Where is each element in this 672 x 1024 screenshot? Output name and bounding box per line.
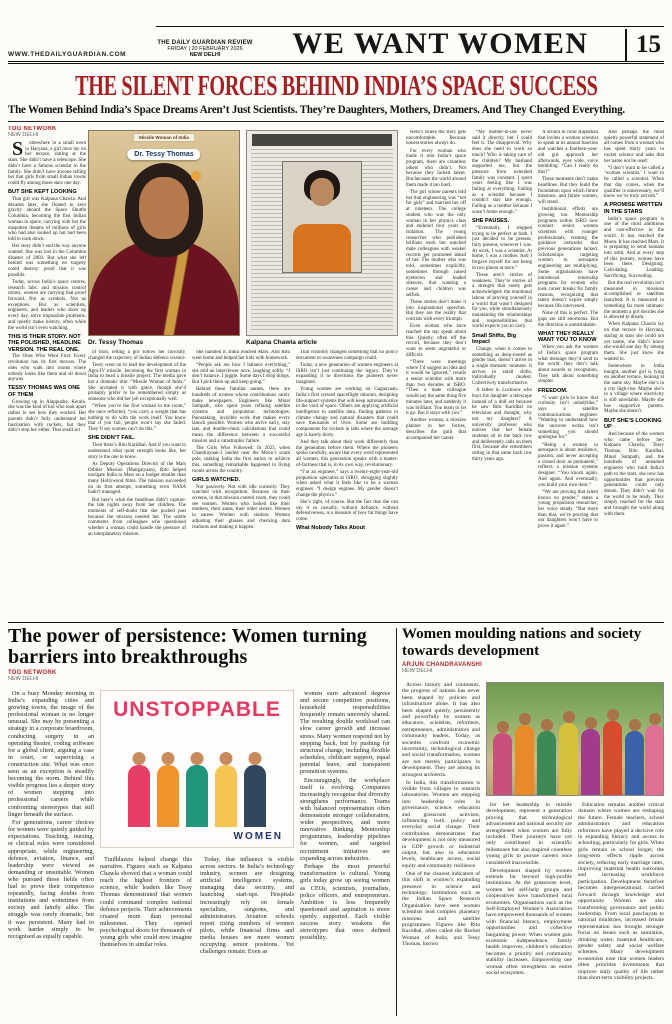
article-paragraph: Institutional efforts are growing too. Mentorship programs within ISRO now connect senior women scientists with younger professionals, creating the guidance networks that previous generations lacked. Scholarships targeting women in aerospace engineering are multiplying. Some organisations have introduced returnship programs for women who took career breaks for family reasons, recognizing that talent doesn’t expire simply because life intervened. xyxy=(538,207,598,310)
section-subhead: What Nobody Talks About xyxy=(296,525,365,532)
article-paragraph: When you ask the women of India’s space program what message they’d send to the world, they don’t talk about awards or recognition. They talk about something simpler. xyxy=(538,345,598,385)
article-paragraph: Today, across India’s space centres, research labs, and mission control rooms, women are carrying that proof forward. Not as symbols. Not as exceptions. But as scientists, engineers, and leaders who show up every day, solve impossible problems, and quietly make history, often while the world isn’t even watching. xyxy=(8,279,86,331)
article-paragraph: On a busy Monday morning in India’s expanding cities and growing towns, the image of the professional woman is no longer unusual. She may be presenting a strategy in a corporate boardroom, conducting surgery in an operating theatre, coding software for a global client, arguing a case in court, or supervising a construction site. What was once seen as an exception is steadily becoming the norm. Behind this visible progress lies a deeper story of women stepping into professional careers while confronting stereotypes that still linger beneath the surface. xyxy=(8,690,94,818)
page-number: 15 xyxy=(625,29,664,61)
headline-rule xyxy=(8,121,664,122)
article-divider-rule xyxy=(396,628,397,1016)
section-subhead: GIRLS WATCHED. xyxy=(192,476,241,483)
woman-figure-shape xyxy=(128,765,150,827)
issue-date: FRIDAY | 20 FEBRUARY 2026 xyxy=(167,46,243,52)
women-group-photo xyxy=(486,682,664,796)
woman-figure-shape xyxy=(157,765,179,827)
article-paragraph: Encouragingly, the workplace itself is evolving. Companies increasingly recognise that diversity strengthens performance. Teams with balanced representation often demonstrate stronger collaboration, wider perspectives, and more innovative thinking. Mentorship programmes, leadership pipelines for women, and targeted recruitment initiatives are expanding across industries. xyxy=(300,776,390,862)
article-paragraph: Somewhere in India tonight, another girl is lying on another terrace, looking at the same sky. Maybe she’s in a city high-rise. Maybe she’s in a village where electricity is still unreliable. Maybe she has supportive parents. Maybe she doesn’t. xyxy=(604,363,664,415)
article-paragraph: For every woman who made it into India’s space program, there are countless others who didn’t. Not because they lacked talent. But because the world around them made it too hard. xyxy=(406,148,466,188)
unstoppable-women-illustration xyxy=(100,690,294,848)
astronaut-suit-shape xyxy=(293,224,351,272)
article-paragraph: She handled it. India reached Mars. And Ritu went home and helped her kids with homework. xyxy=(192,350,290,361)
woman-figure-shape xyxy=(515,725,534,795)
woman-figure-shape xyxy=(625,731,644,795)
article-paragraph: “People ask me how I balance everything,” she told an interviewer once, laughing softly. “I don’t balance. I juggle. Some days I drop things. But I pick them up and keep going.” xyxy=(192,362,290,386)
photo-caption-tessy: Dr. Tessy Thomas xyxy=(88,339,144,346)
article-paragraph: Change, when it comes to something as deep-rooted as gender bias, doesn’t arrive in a single dramatic moment. It arrives in small shifts, individually modest. Collectively transformative. xyxy=(472,346,532,387)
article-paragraph: A school in rural Rajasthan that invites a woman scientist to speak at its annual function and watches a fourteen-year-old girl approach her afterwards, eyes wide, voice trembling: “Can I really do this?” xyxy=(538,130,598,175)
byline-city: NEW DELHI xyxy=(8,132,39,138)
section-subhead: A PROMISE WRITTEN IN THE STARS xyxy=(604,202,663,215)
section-subhead: SHE PAUSES. xyxy=(472,218,510,225)
woman-figure-shape xyxy=(645,725,664,795)
website-url: WWW.THEDAILYGUARDIAN.COM xyxy=(8,51,127,58)
woman-figure-shape xyxy=(559,723,578,795)
article-paragraph: That girl was Kalpana Chawla. And decades later, she floated in zero gravity aboard the Space Shuttle Columbia, becoming the first Indian woman in space, carrying with her the unspoken dreams of millions of girls who had also looked up but had been told to look down. xyxy=(8,197,86,242)
photo-name-label: Dr. Tessy Thomas xyxy=(127,149,200,160)
article-paragraph: Somewhere in a small town in Haryana, a girl once lay on her terrace, staring at the stars. She didn’t have a telescope. She didn’t have a famous scientist in the family. She didn’t have anyone telling her that girls from small Indian towns could fly among those stars one day. xyxy=(8,138,86,186)
clipping-headline-strip xyxy=(252,134,392,146)
section-subhead: SHE DIDN’T FAIL. xyxy=(88,435,135,442)
article-paragraph: Even women who have reached the top speak about this. Quietly, often off the record, because they don’t want to seem ungrateful or difficult. xyxy=(406,324,466,358)
byline-city: NEW DELHI xyxy=(8,676,39,682)
article-paragraph: The Girls Who Followed: In 2023, when Chandrayaan-3 landed near the Moon’s south pole, making India the first nation to achieve this, something remarkable happened in living rooms across the country. xyxy=(192,445,290,474)
article-paragraph: Trailblazers helped change this narrative. Figures such as Kalpana Chawla showed that a woman could reach the highest frontiers of science, while leaders like Tessy Thomas demonstrated that women could command complex national defence projects. Their achievements created more than personal milestones. They opened psychological doors for thousands of young girls who could now imagine themselves in similar roles. xyxy=(100,856,192,949)
article-paragraph: Another woman, a mission planner in her forties, describes the guilt that accompanied her career. xyxy=(406,418,466,441)
article-paragraph: India’s space program is one of the most ambitious and cost-effective in the world. It has reached the Moon. It has reached Mars. It is preparing to send humans into orbit. And at every step of this journey, women have been there. Designing. Calculating. Leading. Sacrificing. Succeeding. xyxy=(604,216,664,279)
photo-badge-label: Missile Woman of India xyxy=(133,133,195,142)
article-paragraph: Behind these familiar names, there are hundreds of women whose contributions rarely make newspapers. Engineers like Minal Sampath, who spent years refining satellite systems and propulsion technologies. Painstaking, invisible work that makes every launch possible. Women who arrive early, stay late, and double-check calculations that could mean the difference between a successful mission and a catastrophic failure. xyxy=(192,387,290,444)
article-paragraph: These moments don’t make headlines. But they build the foundation upon which future missions, and future women, will stand. xyxy=(538,177,598,205)
article-paragraph: As Deputy Operations Director of the Mars Orbiter Mission (Mangalyaan), Ritu helped navigate India to Mars on a budget smaller than many Hollywood films. The mission succeeded on its first attempt, something even NASA hadn’t managed. xyxy=(88,461,186,496)
article-paragraph: Growing up in Alappuzha, Kerala, she was the kind of kid who took apart radios to see how they worked. Her parents didn’t fully understand her fascination with rockets, but they didn’t stop her either. That small act xyxy=(8,399,86,434)
byline xyxy=(8,126,86,138)
city-name: NEW DELHI xyxy=(189,52,221,58)
section-subhead: BUT SHE’S LOOKING UP xyxy=(604,417,662,431)
article-paragraph: Here’s where the story gets uncomfortable. Because honest stories always do. xyxy=(406,130,466,147)
article-column-5 xyxy=(406,130,466,618)
woman-figure-shape xyxy=(603,721,622,795)
article-column-4 xyxy=(296,350,398,618)
article-paragraph: “When you’re the first woman in the room,” she once reflected, “you carry a weight that has nothing to do with the work itself. You know that if you fail, people won’t say she failed. They’ll say women can’t do this.” xyxy=(88,404,186,433)
article-paragraph: Young women are working on Gaganyaan, India’s first crewed spaceflight mission, designing life-support systems that will keep astronauts alive in the void of space. Others are applying artificial intelligence to satellite data, finding patterns in climate change and natural disasters that could save thousands of lives. Some are building components for rockets in labs where the average age is barely thirty. xyxy=(296,387,398,438)
article-paragraph: But here’s what the headlines didn’t capture: the late nights away from her children. The moments of self-doubt that she pushed past because the mission needed her. The subtle comments from colleagues who questioned whether a woman could handle the pressure of an interplanetary mission. xyxy=(88,497,186,537)
hair-flower-shape xyxy=(191,171,201,181)
article-paragraph: And because of the women who came before her, Kalpana Chawla, Tessy Thomas, Ritu Karidhal, Minal Sampath, and the hundreds of unnamed engineers who built India’s path to the stars, she now has opportunities that previous generations could only dream. They didn’t wait for the world to be ready. They simply reached for the stars and brought the world along with them. xyxy=(604,431,664,517)
article-paragraph: Today, a new generation of women engineers at ISRO isn’t just continuing the legacy. They’re expanding it to directions the pioneers never imagined. xyxy=(296,362,398,386)
persistence-column-1 xyxy=(8,690,94,1016)
woman-figure-shape xyxy=(186,765,208,827)
article-paragraph: The Ones Who Went First: Every revolution has its first movers. The ones who walk into rooms where nobody looks like them and sit down anyway. xyxy=(8,354,86,383)
moulding-column-3 xyxy=(578,802,664,1016)
tessy-thomas-photo xyxy=(88,130,240,336)
section-subhead: WHAT THEY REALLY WANT YOU TO KNOW xyxy=(538,330,597,344)
section-subhead: BUT SHE KEPT LOOKING xyxy=(8,189,77,196)
article-paragraph: That visibility changed something that no policy document or awareness campaign could. xyxy=(296,350,398,361)
article-paragraph: In India, this transformation is visible from villages to research laboratories. Women are stepping into leadership roles in governance, science, education and grassroots activism, influencing both policy and everyday social change. Their contribution demonstrates that development is not only measured in GDP growth or industrial output, but also in education levels, healthcare access, social equity and community resilience. xyxy=(402,779,480,869)
article-paragraph: None of this is perfect. The gaps are still enormous. But the direction is unmistakable. xyxy=(538,311,598,328)
article-paragraph: Then there’s Ritu Karidhal. And if you want to understand what quiet strength looks like, her story is the one to know. xyxy=(88,443,186,460)
dateline xyxy=(156,38,260,61)
article-column-7 xyxy=(538,130,598,618)
article-paragraph: Education remains another critical domain where women are reshaping the future. Female teachers, school administrators and education reformers have played a decisive role in expanding literacy and access to schooling, particularly for girls. When girls remain in school longer, the long-term effects ripple across society, reducing early marriage rates, improving maternal health outcomes and increasing workforce participation. Development therefore becomes intergenerational, carried forward through knowledge and opportunity. Women are also transforming governance and public leadership. From local panchayats to national ministries, increased female representation has brought stronger focus on issues such as sanitation, drinking water, maternal healthcare, gender safety and social welfare schemes. Many development economists note that women leaders often prioritise investments that improve daily quality of life rather than short-term visibility projects. xyxy=(578,802,664,981)
face-shape xyxy=(310,178,334,206)
byline xyxy=(402,662,482,674)
main-subheadline: The Women Behind India’s Space Dreams Aren’t Just Scientists. They’re Daughters, Mothers, Dreamers. And They Changed Everything. xyxy=(8,104,625,116)
article-column-8 xyxy=(604,130,664,618)
woman-figure-shape xyxy=(493,733,512,795)
section-subhead: TESSY THOMAS WAS ONE OF THEM xyxy=(8,385,81,398)
illustration-subtitle: WOMEN xyxy=(233,831,283,842)
photo-caption-kalpana: Kalpana Chawla article xyxy=(246,339,317,346)
article-paragraph: Tessy went on to lead the development of the Agni-IV missile, becoming the first woman in India to head a missile project. The media gave her a dramatic title: “Missile Woman of India.” She accepted it with grace, though she’d probably prefer to be remembered simply as someone who did her job exceptionally well. xyxy=(88,362,186,403)
article-paragraph: These stories don’t make it into inspirational speeches. But they are the reality that coexists with every triumph. xyxy=(406,299,466,322)
article-column-3 xyxy=(192,350,290,618)
article-column-2 xyxy=(88,350,186,618)
article-paragraph: Not passively. Not with idle curiosity. They watched with recognition. Because on their screens, in that mission control room, they could see women. Women who looked like their mothers, their aunts, their older sisters. Women in sarees. Women with sindoor. Women adjusting their glasses and checking data readouts and making it happen. xyxy=(192,484,290,530)
article-paragraph: “I don’t want to be called a ‘woman scientist.’ I want to be called a scientist. When that day comes, when the qualifier is unnecessary, we’ll know we’ve truly arrived.” xyxy=(604,165,664,200)
article-paragraph: One of the clearest indicators of this shift is women’s expanding presence in science and technology. Institutions such as the Indian Space Research Organisation have seen women scientists lead complex planetary missions and satellite programmes. Figures like Ritu Karidhal, often called the Rocket Woman of India, and Tessy Thomas, known xyxy=(402,870,480,948)
article-column-1 xyxy=(8,126,86,618)
column-text xyxy=(8,138,86,434)
illustration-title: UNSTOPPABLE xyxy=(113,698,281,721)
section-subhead: THIS IS THEIR STORY. NOT THE POLISHED, HEADLINE VERSION. THE REAL ONE. xyxy=(8,333,82,353)
women-figures-illustration xyxy=(128,765,266,827)
byline-network: TDG NETWORK xyxy=(8,126,57,132)
byline-city: NEW DELHI xyxy=(402,668,433,674)
persistence-column-2 xyxy=(100,856,192,1016)
woman-figure-shape xyxy=(215,765,237,827)
article-paragraph: Today, that influence is visible across sectors. In India’s technology industry, women are designing artificial intelligence systems, managing data security, and launching start-ups. Hospitals increasingly rely on female specialists, surgeons, and administrators. Aviation schools report rising numbers of women pilots, while financial firms and media houses see more women occupying senior positions. Yet challenges remain. Even as xyxy=(200,856,294,956)
publication-name: THE DAILY GUARDIAN REVIEW xyxy=(157,40,253,46)
article-paragraph: She’s right, of course. But the fact that she can say it so casually, without defiance, without defensiveness, is a measure of how far things have come. xyxy=(296,500,398,523)
byline-author: ARJUN CHANDRAVANSHI xyxy=(402,662,483,668)
woman-figure-shape xyxy=(537,731,556,795)
section-subhead: Small Shifts, Big Impact xyxy=(472,332,517,346)
kalpana-chawla-article-photo xyxy=(246,130,398,336)
article-paragraph: for her leadership in missile development, represent a generation proving that technological advancement and national security are strengthened when women are fully included. Their journeys have not only contributed to scientific milestones but also inspired countless young girls to pursue careers once considered inaccessible. xyxy=(486,802,572,866)
article-paragraph: Development shaped by women extends far beyond high-profile institutions. At the grassroots level, women led self-help groups and cooperatives have transformed rural economies. Organisations such as the Self-Employed Women’s Association have empowered thousands of women with financial literacy, employment opportunities and collective bargaining power. When women gain economic independence, family health improves, children’s education becomes a priority and community stability increases. Empowering one woman often strengthens an entire social ecosystem. xyxy=(486,867,572,977)
moulding-headline: Women moulding nations and society towards development xyxy=(402,626,642,659)
article-paragraph: And perhaps the most quietly powerful statement of all comes from a woman who has spent thirty years in rocket science and asks that her name not be used: xyxy=(604,130,664,164)
article-paragraph: “Eventually, I stopped trying to be perfect at both. I just decided to be present, fully present, wherever I was. At work, I was a scientist. At home, I was a mother. And I forgave myself for not being in two places at once.” xyxy=(472,225,532,271)
article-paragraph: “Being a woman in aerospace is about resilience, passion, and never accepting a closed door as permanent,” reflects a mission systems designer. “You knock again. And again. And eventually, you build your own door.” xyxy=(538,442,598,488)
persistence-headline: The power of persistence: Women turning barriers into breakthroughs xyxy=(8,625,367,668)
moulding-column-2 xyxy=(486,802,572,1016)
article-paragraph: Her story didn’t end the way anyone wanted. She was lost in the Columbia disaster of 2003. But what she left behind was something no tragedy could destroy: proof that it was possible. xyxy=(8,244,86,278)
article-paragraph: women earn advanced degrees and secure competitive positions, household responsibilities frequently remain unevenly shared. The resulting double workload can slow career growth and increase stress. Many women respond not by stepping back, but by pushing for structural change, including flexible schedules, childcare support, equal parental leave, and transparent promotion systems. xyxy=(300,690,390,776)
article-paragraph: A father in Lucknow who buys his daughter a telescope instead of a doll set because he saw Ritu Karidhal on television and thought, why not my daughter? A university professor who notices that her female students sit in the back row and deliberately calls on them first, because she remembers sitting in that same back row thirty years ago. xyxy=(472,388,532,462)
article-paragraph: “I want girls to know that curiosity isn’t unladylike,” says a satellite communications engineer. “Wanting to understand how the universe works isn’t something you should apologise for.” xyxy=(538,395,598,441)
article-paragraph: For generations, career choices for women were quietly guided by expectations. Teaching, nursing, or clerical roles were considered appropriate, while engineering, defence, aviation, finance, and leadership were viewed as demanding or unsuitable. Women who pursued these fields often had to prove their competence repeatedly, facing doubts from institutions and sometimes from society and family alike. The struggle was rarely dramatic, but it was persistent. Many had to work harder simply to be recognised as equally capable. xyxy=(8,819,94,940)
article-paragraph: The girl whose parents told her that engineering was “not for girls” and married her off at nineteen. The college student who was the only woman in her physics class and endured four years of isolation. The young researcher who published brilliant work but watched male colleagues with weaker records get promoted ahead of her. The mother who was told, sometimes explicitly, sometimes through raised eyebrows and loaded silences, that wanting a career and children was selfish. xyxy=(406,190,466,298)
article-paragraph: And they talk about their work differently than the generation before them. Where the pioneers spoke carefully, aware that every word represented all women, this generation speaks with a matter-of-factness that is, in its own way, revolutionary. xyxy=(296,440,398,468)
masthead xyxy=(8,6,664,64)
article-paragraph: These aren’t stories of weakness. They’re stories of a strength that rarely gets acknowledged: the emotional labour of proving yourself in a world that wasn’t designed for you, while simultaneously maintaining the relationships and responsibilities that world expects you to carry. xyxy=(472,273,532,330)
face-shape xyxy=(139,177,189,239)
woman-figure-shape xyxy=(244,765,266,827)
article-paragraph: Across history and continents, the progress of nations has never been shaped by policies and infrastructure alone. It has also been shaped quietly, persistently and powerfully by women as educators, scientists, reformers, entrepreneurs, administrators and community leaders. Today, as societies confront economic uncertainty, technological change and social transformation, women are not merely participants in development. They are among its strongest architects. xyxy=(402,682,480,778)
byline-network: TDG NETWORK xyxy=(8,670,57,676)
article-paragraph: “My mother-in-law never said it directly, but I could feel it. The disapproval. Why does she need to work so much? Who is taking care of the children? My husband supported me, but the pressure from extended family was constant. I spent years feeling like I was failing at everything. Failing as a scientist because I couldn’t stay late enough. Failing as a mother because I wasn’t home enough.” xyxy=(472,130,532,215)
persistence-column-3 xyxy=(200,856,294,1016)
article-paragraph: of trust, letting a girl follow her curiosity, changed the trajectory of Indian defence science. xyxy=(88,350,186,361)
moulding-column-1 xyxy=(402,682,480,1016)
section-subhead: FREEDOM. xyxy=(538,387,568,394)
article-column-6 xyxy=(472,130,532,618)
kalpana-portrait xyxy=(282,161,362,273)
article-paragraph: “There were meetings where I’d suggest an idea and it would be ignored,” recalls a senior scientist with more than two decades at ISRO. “Then a male colleague would say the same thing five minutes later, and suddenly it was brilliant. You learn to let it go. But it stays with you.” xyxy=(406,359,466,417)
article-paragraph: Perhaps the most powerful transformation is cultural. Young girls today grow up seeing women as CEOs, scientists, journalists, police officers, and entrepreneurs. Ambition is less frequently questioned and aspiration is more openly supported. Each visible success story weakens the stereotypes that once defined possibility. xyxy=(300,863,390,942)
masthead-right xyxy=(156,26,664,61)
article-paragraph: “We are proving that talent knows no gender,” states a young propulsion researcher, her voice steady. “But more than that, we’re proving that our daughters won’t have to prove it again.” xyxy=(538,489,598,530)
persistence-column-4 xyxy=(300,690,390,1016)
byline xyxy=(8,670,57,682)
article-paragraph: But the real revolution isn’t measured in missions accomplished or satellites launched. It is measured in something far more intimate: the moment a girl decides she is allowed to dream. xyxy=(604,280,664,321)
masthead-title: WE WANT WOMEN xyxy=(292,27,589,60)
section-divider-rule xyxy=(8,622,664,623)
article-paragraph: When Kalpana Chawla lay on that terrace in Haryana, staring at stars she could not yet name, she didn’t know she would one day fly among them. She just knew she wanted to. xyxy=(604,322,664,362)
woman-figure-shape xyxy=(581,729,600,795)
article-paragraph: “I’m an engineer,” says a twenty-eight-year-old propulsion specialist at ISRO, shrugging slightly when asked what it feels like to be a woman engineer. “I design engines. My gender doesn’t change the physics.” xyxy=(296,470,398,498)
main-headline: THE SILENT FORCES BEHIND INDIA’S SPACE SUCCESS xyxy=(75,71,598,102)
